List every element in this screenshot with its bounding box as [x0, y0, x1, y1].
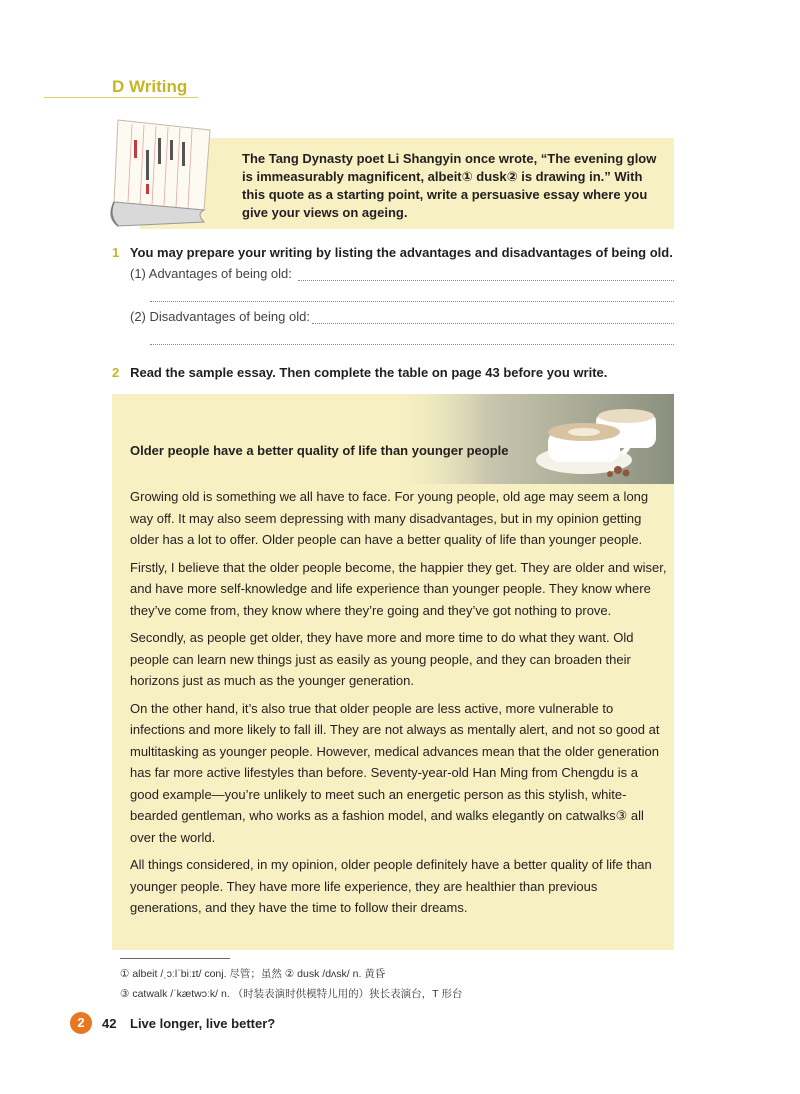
advantages-label: (1) Advantages of being old:: [130, 266, 292, 281]
unit-title: Live longer, live better?: [130, 1016, 276, 1031]
unit-badge: 2: [70, 1012, 92, 1034]
essay-paragraph: Secondly, as people get older, they have more and more time to do what they want. Old people can learn new things just as easily as young people, and they can broaden their horizons just as much as the younger generation.: [130, 630, 634, 688]
task-text: The Tang Dynasty poet Li Shangyin once wrote, “The evening glow is immeasurably magnificent, albeit① dusk② is drawing in.” With this quote as a starting point, write a persuasive essay where you give your views on ageing.: [242, 151, 657, 220]
section-title: D Writing: [112, 77, 188, 96]
footnote-rule: [120, 958, 230, 959]
disadvantages-answer-line-2[interactable]: [150, 344, 674, 345]
book-illustration: [100, 110, 226, 236]
footnote-3: ③ catwalk /ˈkætwɔːk/ n. （时装表演时供模特儿用的）狭长表演台，T 形台: [120, 988, 463, 1000]
essay-title: Older people have a better quality of life than younger people: [130, 443, 509, 458]
coffee-cups-photo: [388, 394, 674, 484]
question-2-number: 2: [112, 365, 120, 380]
question-2-text: Read the sample essay. Then complete the table on page 43 before you write.: [130, 365, 608, 380]
advantages-answer-line-2[interactable]: [150, 301, 674, 302]
essay-body: [130, 486, 668, 925]
page-number: 42: [102, 1016, 117, 1031]
advantages-answer-line-1[interactable]: [298, 280, 674, 281]
essay-paragraph: Growing old is something we all have to face. For young people, old age may seem a long way off. It may also seem depressing with many disadvantages, but in my opinion getting older has a lot to offer. Older people can have a better quality of life than younger people.: [130, 489, 649, 547]
section-rule: [44, 97, 198, 98]
essay-paragraph: On the other hand, it’s also true that older people are less active, more vulnerable to infections and more likely to fall ill. They are not always as mentally alert, and not so good at multitasking as younger people. However, medical advances mean that the older generation has far more active lifestyles than before. Seventy-year-old Han Ming from Chengdu is a good example—you’re unlikely to meet such an energetic person as this stylish, white-bearded gentleman, who works as a fashion model, and walks elegantly on catwalks③ all over the world.: [130, 700, 660, 845]
disadvantages-label: (2) Disadvantages of being old:: [130, 309, 310, 324]
essay-paragraph: All things considered, in my opinion, older people definitely have a better quality of life than younger people. They have more life experience, they are healthier than previous generations, and they have the time to follow their dreams.: [130, 857, 652, 915]
question-2: [112, 365, 607, 380]
disadvantages-answer-line-1[interactable]: [312, 323, 674, 324]
footnote-1-2: ① albeit /ˌɔːlˈbiːɪt/ conj. 尽管；虽然 ② dusk /dʌsk/ n. 黄昏: [120, 968, 386, 980]
essay-paragraph: Firstly, I believe that the older people become, the happier they get. They are older and wiser, and have more self-knowledge and life experience than younger people. They know where they’ve come from, they know where they’re going and they’ve got nothing to prove.: [130, 559, 667, 618]
question-1: [112, 245, 673, 260]
question-1-number: 1: [112, 245, 120, 260]
question-1-text: You may prepare your writing by listing the advantages and disadvantages of being old.: [129, 245, 673, 260]
